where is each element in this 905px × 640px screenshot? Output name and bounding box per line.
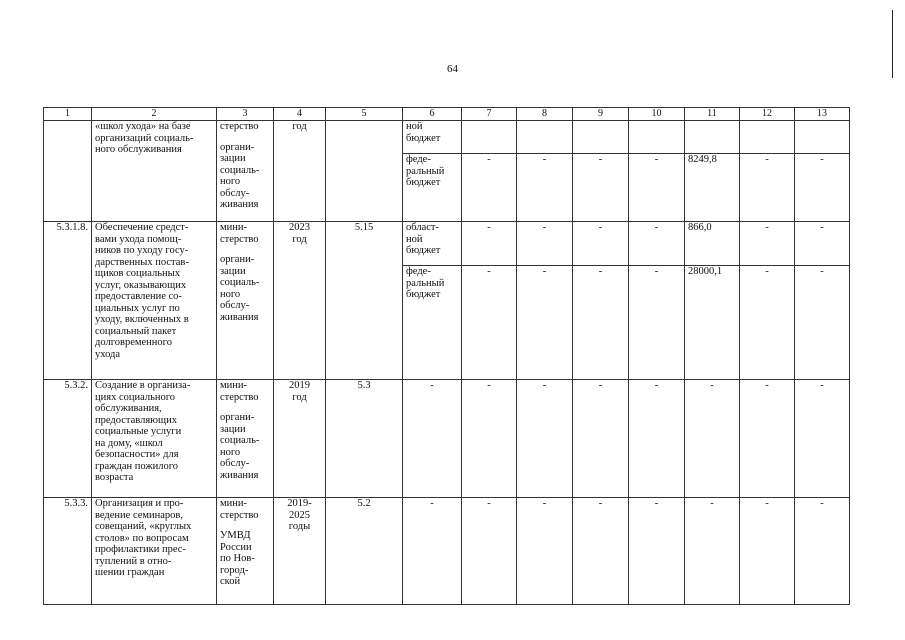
value-cell: - [573,266,629,380]
value-cell [517,121,573,154]
year-cell: 2019- 2025 годы [274,498,326,605]
funding-source: ной бюджет [403,121,462,154]
item-number: 5.3.2. [44,380,92,498]
value-cell: - [573,154,629,222]
program-table [43,107,850,605]
value-cell: - [573,380,629,498]
value-cell: - [629,498,685,605]
item-number: 5.3.1.8. [44,222,92,380]
header-cell: 12 [740,108,795,121]
item-number: 5.3.3. [44,498,92,605]
executor-cell [217,222,274,380]
header-cell: 5 [326,108,403,121]
executor-primary: мини- стерство [220,498,259,521]
executor-cell [217,380,274,498]
value-cell: - [462,380,517,498]
value-cell: - [629,154,685,222]
funding-source: област- ной бюджет [403,222,462,266]
executor-cell [217,121,274,222]
header-cell: 2 [92,108,217,121]
value-cell [629,121,685,154]
value-cell: - [740,498,795,605]
value-cell: - [795,154,850,222]
value-cell: - [740,154,795,222]
executor-secondary: органи- зации социаль- ного обслу- живания [220,254,260,323]
value-cell: - [517,154,573,222]
value-cell: - [517,222,573,266]
value-cell: - [462,222,517,266]
value-cell: - [795,266,850,380]
value-cell: 8249,8 [685,154,740,222]
indicator-ref: 5.3 [326,380,403,498]
value-cell [685,121,740,154]
value-cell: - [629,222,685,266]
value-cell: - [573,222,629,266]
value-cell: - [462,266,517,380]
value-cell: - [462,154,517,222]
value-cell: - [517,380,573,498]
page-edge-line [892,10,893,78]
value-cell: - [795,498,850,605]
value-cell: - [740,266,795,380]
value-cell: 28000,1 [685,266,740,380]
executor-primary: мини- стерство [220,222,259,245]
value-cell: - [517,266,573,380]
value-cell: - [629,266,685,380]
header-cell: 1 [44,108,92,121]
value-cell: - [629,380,685,498]
executor-secondary: УМВД России по Нов- город- ской [220,530,255,587]
funding-source: феде- ральный бюджет [403,266,462,380]
indicator-ref [326,121,403,222]
value-cell [573,121,629,154]
header-cell: 7 [462,108,517,121]
year-cell: 2019 год [274,380,326,498]
item-name: Обеспечение средст- вами ухода помощ- ников по уходу госу- дарственных постав- щиков социальных услуг, оказывающих предоставление со- циальных услуг по уходу, включенных в социальный пакет долговременного ухода [92,222,217,380]
table-row [44,380,850,498]
value-cell: - [573,498,629,605]
value-cell: - [685,498,740,605]
page-number: 64 [447,63,458,75]
value-cell [462,121,517,154]
table-row [44,222,850,266]
header-cell: 10 [629,108,685,121]
header-cell: 4 [274,108,326,121]
indicator-ref: 5.2 [326,498,403,605]
item-number [44,121,92,222]
value-cell [740,121,795,154]
value-cell: 866,0 [685,222,740,266]
item-name: «школ ухода» на базе организаций социаль- ного обслуживания [92,121,217,222]
indicator-ref: 5.15 [326,222,403,380]
value-cell: - [685,380,740,498]
value-cell: - [740,222,795,266]
funding-source: феде- ральный бюджет [403,154,462,222]
item-name: Организация и про- ведение семинаров, совещаний, «круглых столов» по вопросам профилактики прес- туплений в отно- шении граждан [92,498,217,605]
value-cell: - [462,498,517,605]
header-cell: 13 [795,108,850,121]
value-cell: - [517,498,573,605]
item-name: Создание в организа- циях социального обслуживания, предоставляющих социальные услуги на дому, «школ безопасности» для граждан пожилого возраста [92,380,217,498]
executor-primary: стерство [220,121,259,132]
header-cell: 8 [517,108,573,121]
value-cell: - [795,222,850,266]
executor-cell [217,498,274,605]
value-cell: - [403,498,462,605]
value-cell: - [740,380,795,498]
header-row [44,108,850,121]
year-cell: год [274,121,326,222]
value-cell: - [403,380,462,498]
executor-primary: мини- стерство [220,380,259,403]
year-cell: 2023 год [274,222,326,380]
header-cell: 3 [217,108,274,121]
header-cell: 9 [573,108,629,121]
executor-secondary: органи- зации социаль- ного обслу- живания [220,412,260,481]
table-row [44,121,850,154]
value-cell: - [795,380,850,498]
table-row [44,498,850,605]
value-cell [795,121,850,154]
header-cell: 6 [403,108,462,121]
executor-secondary: органи- зации социаль- ного обслу- живания [220,141,260,210]
header-cell: 11 [685,108,740,121]
